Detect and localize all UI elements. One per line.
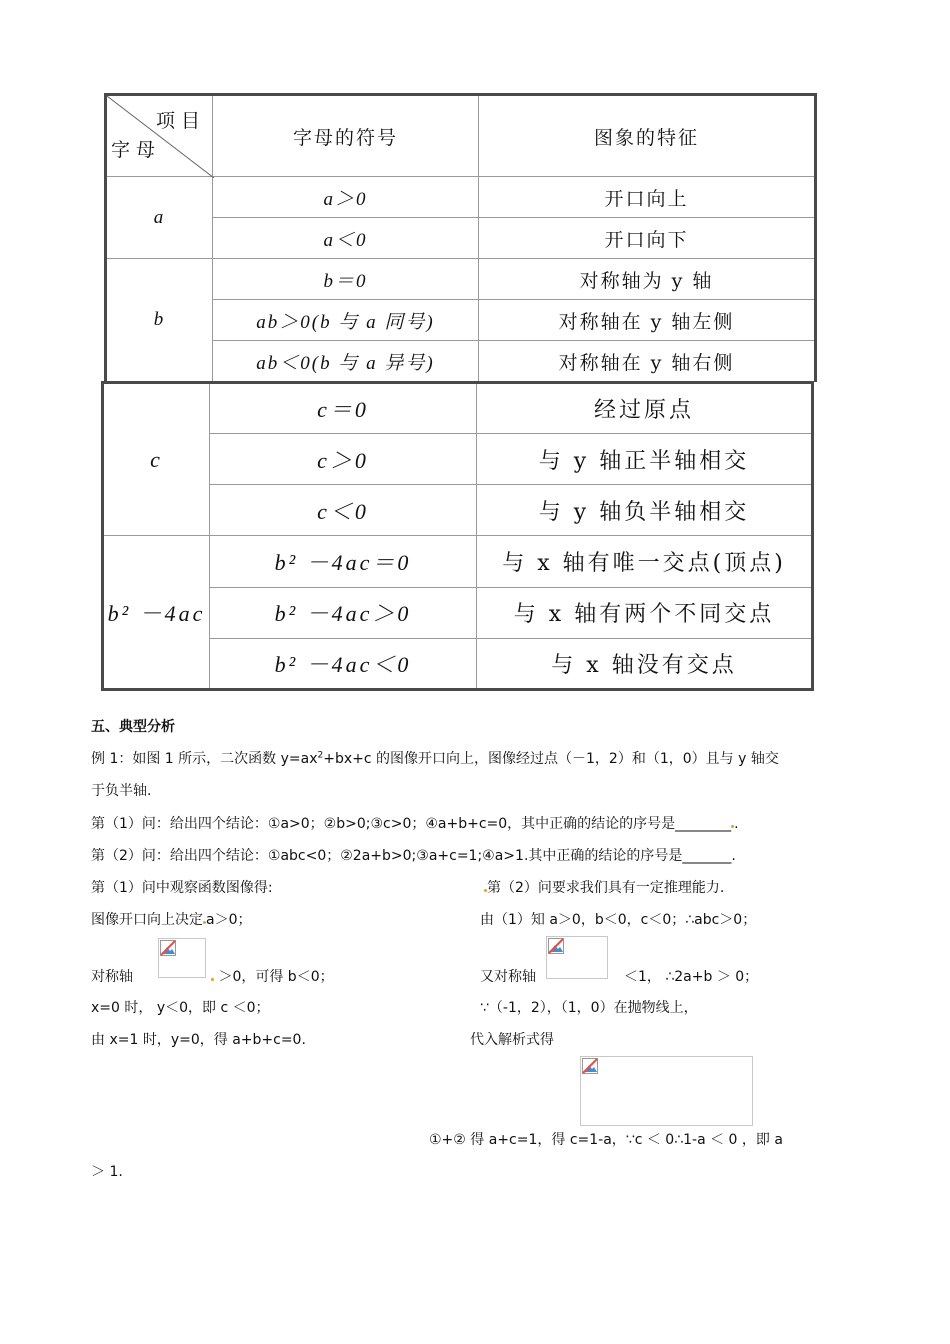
sign-cell: ab＜0(b 与 a 异号) (213, 341, 479, 382)
sign-cell: c＝0 (210, 383, 477, 434)
sign-cell: c＞0 (210, 434, 477, 485)
letter-discriminant: b² －4ac (103, 536, 210, 690)
letter-c: c (103, 383, 210, 536)
feature-cell: 开口向上 (479, 177, 816, 218)
broken-image-icon (582, 1058, 598, 1074)
sign-cell: c＜0 (210, 485, 477, 536)
right-line-1 (484, 877, 724, 897)
header-sign: 字母的符号 (213, 95, 479, 177)
properties-table-bottom (101, 381, 814, 691)
sign-cell: b² －4ac＝0 (210, 536, 477, 587)
left-line-4: x=0 时， y＜0，即 c ＜0； (91, 1000, 270, 1016)
sign-cell: ab＞0(b 与 a 同号) (213, 300, 479, 341)
broken-image-icon (548, 938, 564, 954)
right-line-7: ＞ 1. (91, 1164, 123, 1180)
left-line-2a: 图像开口向上决定 (91, 912, 203, 928)
feature-cell: 开口向下 (479, 218, 816, 259)
header-item-label: 项目 (155, 110, 206, 132)
sign-cell: a＜0 (213, 218, 479, 259)
feature-cell: 与 y 轴负半轴相交 (477, 485, 813, 536)
right-line-6: ①+② 得 a+c=1，得 c=1-a，∵c ＜ 0∴1-a ＜ 0 ，即 a (429, 1132, 783, 1148)
question-1 (91, 813, 739, 833)
example-line-1 (91, 748, 779, 768)
left-line-5: 由 x=1 时，y=0，得 a+b+c=0. (91, 1032, 306, 1048)
feature-cell: 对称轴为 y 轴 (479, 259, 816, 300)
marker-dot (211, 978, 214, 981)
right-line-5: 代入解析式得 (470, 1032, 554, 1048)
feature-cell: 与 x 轴没有交点 (477, 638, 813, 689)
feature-cell: 对称轴在 y 轴左侧 (479, 300, 816, 341)
header-feature: 图象的特征 (479, 95, 816, 177)
example-text-a: 例 1：如图 1 所示，二次函数 y=ax (91, 751, 318, 767)
formula-image-placeholder (546, 936, 608, 979)
example-text-b: +bx+c 的图像开口向上，图像经过点（－1，2）和（1，0）且与 y 轴交 (323, 751, 779, 767)
section-heading: 五、典型分析 (91, 719, 175, 735)
question-2: 第（2）问：给出四个结论：①abc<0；②2a+b>0;③a+c=1;④a>1.其中正确的结论的序号是_______. (91, 848, 736, 864)
header-letter-label: 字母 (111, 139, 162, 161)
feature-cell: 对称轴在 y 轴右侧 (479, 341, 816, 382)
feature-cell: 与 y 轴正半轴相交 (477, 434, 813, 485)
letter-a: a (106, 177, 213, 259)
question-1-end: . (734, 816, 739, 832)
properties-table-top (104, 93, 817, 382)
left-line-3a: 对称轴 (91, 969, 133, 985)
left-line-1: 第（1）问中观察函数图像得: (91, 880, 273, 896)
question-1-text: 第（1）问：给出四个结论：①a>0；②b>0;③c>0；④a+b+c=0，其中正确的结论的序号是________ (91, 816, 732, 832)
left-line-3 (211, 966, 334, 986)
letter-b: b (106, 259, 213, 382)
right-line-4: ∵（-1，2），（1，0）在抛物线上， (480, 1000, 698, 1016)
feature-cell: 经过原点 (477, 383, 813, 434)
example-line-2: 于负半轴. (91, 783, 152, 799)
left-line-2 (91, 909, 252, 929)
right-line-1-text: 第（2）问要求我们具有一定推理能力. (487, 880, 725, 896)
formula-image-placeholder (158, 938, 206, 978)
sign-cell: b² －4ac＞0 (210, 587, 477, 638)
sign-cell: b＝0 (213, 259, 479, 300)
diagonal-header-cell (106, 95, 213, 177)
right-line-2: 由（1）知 a＞0，b＜0，c＜0；∴abc＞0； (480, 912, 757, 928)
sign-cell: a＞0 (213, 177, 479, 218)
left-line-3b: ＞0，可得 b＜0； (218, 969, 334, 985)
left-line-2b: a＞0； (206, 912, 252, 928)
example-exponent: 2 (317, 750, 324, 761)
feature-cell: 与 x 轴有两个不同交点 (477, 587, 813, 638)
equation-image-placeholder (580, 1056, 753, 1126)
broken-image-icon (160, 940, 176, 956)
sign-cell: b² －4ac＜0 (210, 638, 477, 689)
right-line-3b: ＜1， ∴2a+b ＞ 0； (624, 969, 759, 985)
feature-cell: 与 x 轴有唯一交点(顶点) (477, 536, 813, 587)
right-line-3a: 又对称轴 (480, 969, 536, 985)
